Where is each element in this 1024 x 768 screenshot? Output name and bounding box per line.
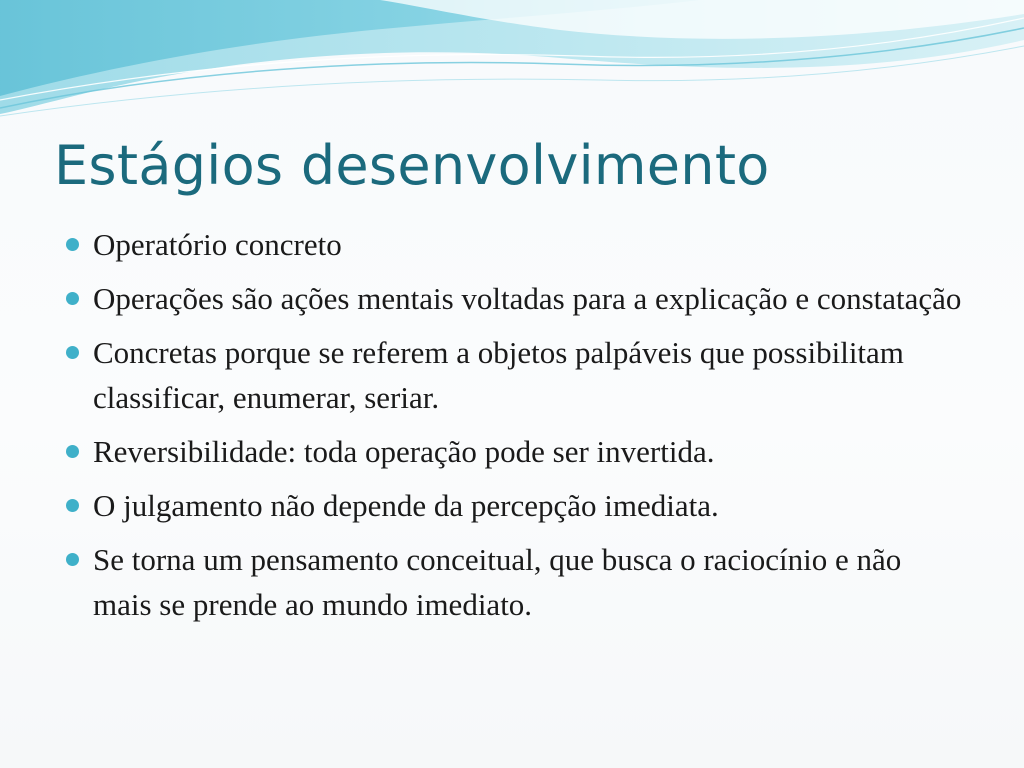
bullet-dot-icon bbox=[66, 238, 79, 251]
bullet-text: Reversibilidade: toda operação pode ser invertida. bbox=[93, 434, 715, 469]
bullet-dot-icon bbox=[66, 292, 79, 305]
bullet-list bbox=[64, 222, 964, 636]
slide-title: Estágios desenvolvimento bbox=[54, 134, 770, 197]
bullet-dot-icon bbox=[66, 499, 79, 512]
bullet-text: Operatório concreto bbox=[93, 227, 342, 262]
bullet-item bbox=[64, 222, 964, 267]
bullet-dot-icon bbox=[66, 553, 79, 566]
bullet-text: O julgamento não depende da percepção imediata. bbox=[93, 488, 719, 523]
bullet-dot-icon bbox=[66, 445, 79, 458]
bullet-text: Operações são ações mentais voltadas para a explicação e constatação bbox=[93, 281, 962, 316]
bullet-text: Se torna um pensamento conceitual, que busca o raciocínio e não mais se prende ao mundo imediato. bbox=[93, 542, 902, 622]
bullet-item bbox=[64, 429, 964, 474]
bullet-item bbox=[64, 276, 964, 321]
bullet-dot-icon bbox=[66, 346, 79, 359]
bullet-item bbox=[64, 330, 964, 420]
bullet-item bbox=[64, 483, 964, 528]
bullet-text: Concretas porque se referem a objetos palpáveis que possibilitam classificar, enumerar, seriar. bbox=[93, 335, 904, 415]
header-wave-decoration bbox=[0, 0, 1024, 130]
bullet-item bbox=[64, 537, 964, 627]
